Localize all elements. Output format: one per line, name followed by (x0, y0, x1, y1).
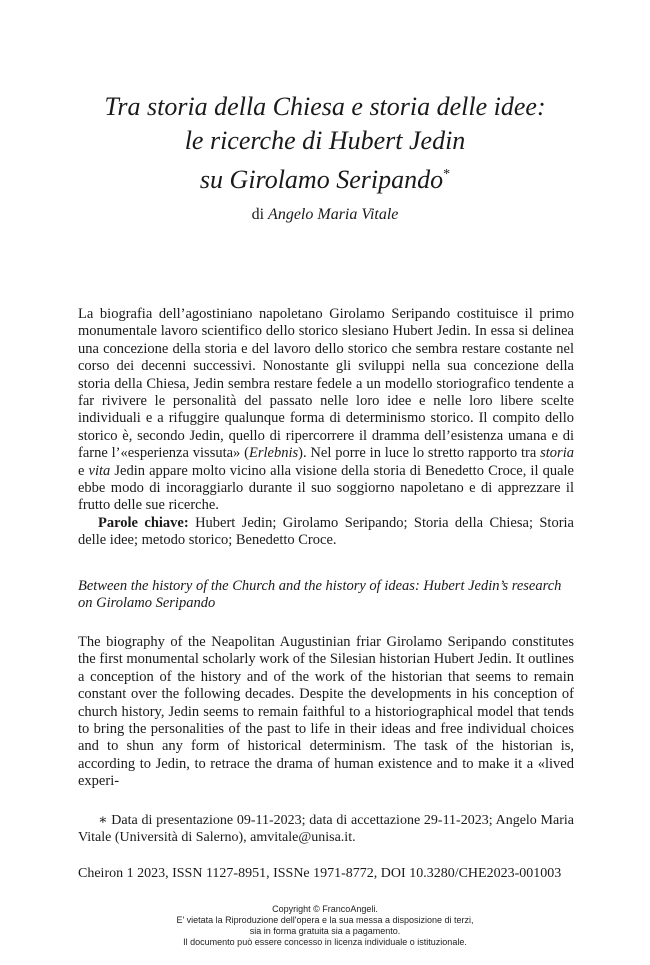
copyright-line-3: sia in forma gratuita sia a pagamento. (249, 926, 401, 936)
copyright-notice (0, 904, 650, 948)
author-byline (0, 206, 650, 224)
abstract-italian (78, 306, 574, 550)
copyright-line-1: Copyright © FrancoAngeli. (272, 904, 378, 914)
abstract-it-part-4: Jedin appare molto vicino alla visione della storia di Benedetto Croce, il quale ebbe modo di incoraggiarlo durante il suo soggiorno napoletano e di apprezzare il frutto delle sue ricerche. (78, 462, 574, 514)
footnote-text: Data di presentazione 09-11-2023; data di accettazione 29-11-2023; Angelo Maria Vitale (Università di Salerno), amvitale@unisa.it. (78, 813, 574, 845)
copyright-line-2: E' vietata la Riproduzione dell'opera e la sua messa a disposizione di terzi, (176, 915, 474, 925)
title-footnote-mark: * (443, 167, 451, 182)
title-line-1: Tra storia della Chiesa e storia delle idee: (104, 92, 546, 121)
english-title: Between the history of the Church and the history of ideas: Hubert Jedin’s research on Girolamo Seripando (78, 578, 562, 612)
abstract-it-storia: storia (540, 445, 574, 462)
abstract-italian-text (78, 306, 574, 515)
abstract-english: The biography of the Neapolitan Augustinian friar Girolamo Seripando constitutes the first monumental scholarly work of the Silesian historian Hubert Jedin. It outlines a conception of the history and of the work of the historian that seems to remain constant over the following decades. Despite the developments in his conception of church history, Jedin seems to remain faithful to a historiographical model that tends to bring the personalities of the past to life in their ideas and free individual choices and to shun any form of historical determinism. The task of the historian is, according to Jedin, to retrace the drama of human existence and to make it a «lived experi- (78, 634, 574, 790)
keywords-list: Hubert Jedin; Girolamo Seripando; Storia della Chiesa; Storia delle idee; metodo storico; Benedetto Croce. (78, 514, 574, 549)
copyright-line-4: Il documento può essere concesso in licenza individuale o istituzionale. (183, 937, 467, 947)
footnote-mark: ∗ (98, 813, 108, 828)
author-name: Angelo Maria Vitale (268, 206, 399, 223)
byline-prefix: di (251, 206, 269, 223)
title-line-3 (0, 158, 650, 197)
keywords-label: Parole chiave: (98, 514, 189, 531)
abstract-it-part-1: La biografia dell’agostiniano napoletano Girolamo Seripando costituisce il primo monumentale lavoro scientifico dello storico slesiano Hubert Jedin. In essa si delinea una concezione della storia e del lavoro dello storico che sembra restare costante nel corso dei decenni successivi. Nonostante gli sviluppi nella sua concezione della storia della Chiesa, Jedin sembra restare fedele a un modello storiografico tendente a far rivivere le personalità del passato nelle loro idee e nelle loro libere scelte individuali e a rifuggire qualunque forma di determinismo storico. Il compito dello storico è, secondo Jedin, quello di ripercorrere il dramma dell’esistenza umana e di farne l’«esperienza vissuta» ( (78, 306, 574, 462)
abstract-it-erlebnis: Erlebnis (248, 445, 299, 462)
abstract-it-vita: vita (88, 462, 111, 479)
footnote (78, 812, 574, 846)
abstract-it-part-2: ). Nel porre in luce lo stretto rapporto tra (298, 445, 541, 462)
keywords (78, 515, 574, 550)
title-line-3-text: su Girolamo Seripando (199, 165, 444, 194)
article-title (0, 90, 650, 197)
abstract-it-part-3: e (78, 462, 89, 479)
journal-citation: Cheiron 1 2023, ISSN 1127-8951, ISSNe 1971-8772, DOI 10.3280/CHE2023-001003 (78, 866, 562, 881)
title-line-2: le ricerche di Hubert Jedin (184, 126, 466, 155)
